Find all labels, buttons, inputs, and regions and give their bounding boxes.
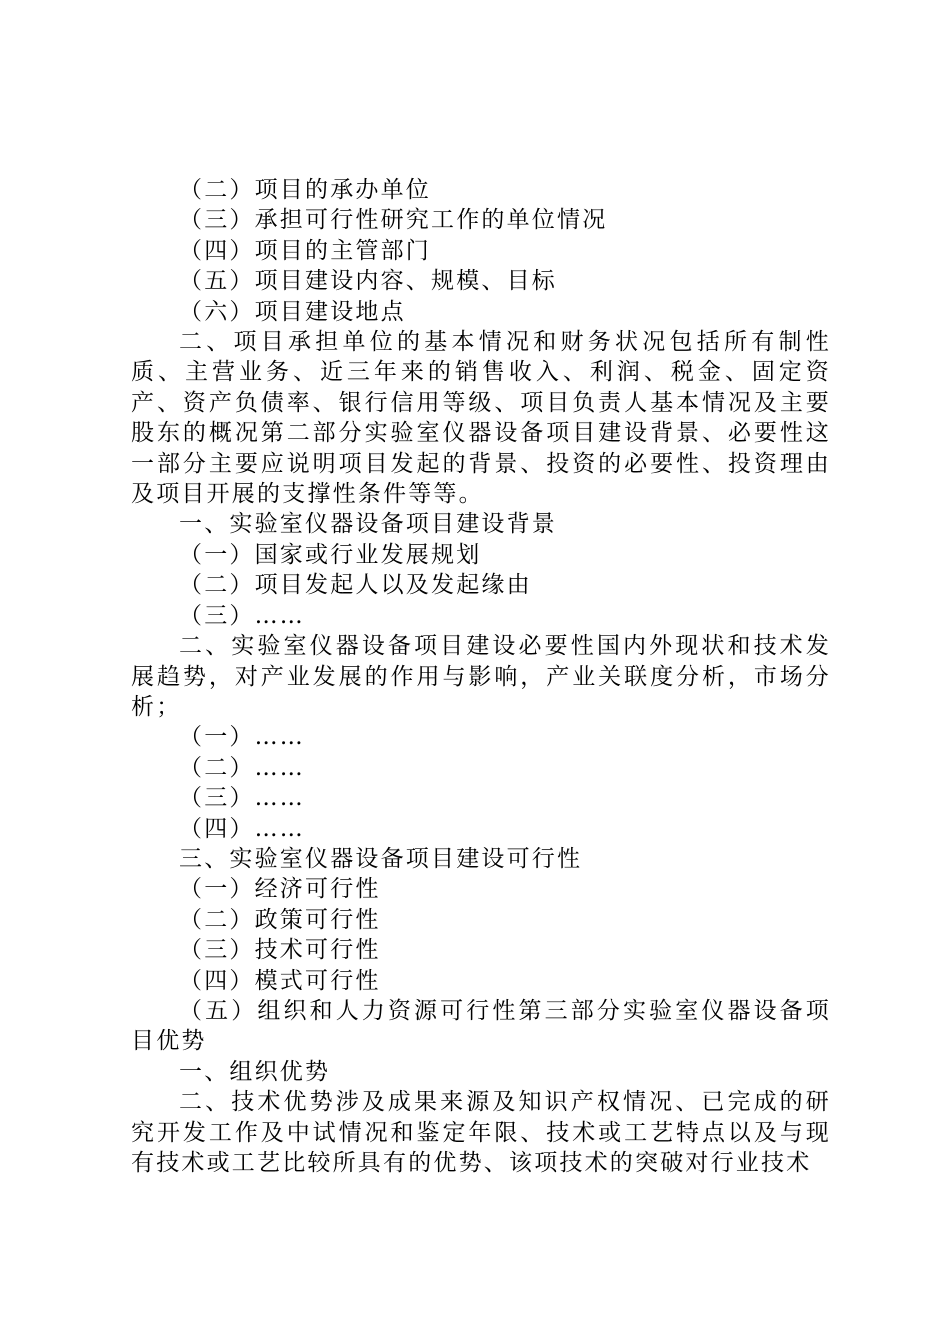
paragraph: （二）项目的承办单位 [179, 177, 431, 203]
section-heading: 三、实验室仪器设备项目建设可行性 [179, 845, 583, 872]
paragraph: （六）项目建设地点 [179, 298, 406, 325]
document-body [131, 175, 831, 1178]
paragraph: （二）项目发起人以及发起缘由 [179, 572, 532, 599]
paragraph: （四）…… [179, 815, 305, 842]
section-heading: 一、组织优势 [179, 1058, 331, 1085]
paragraph: （一）经济可行性 [179, 876, 381, 903]
paragraph: 二、实验室仪器设备项目建设必要性国内外现状和技术发展趋势，对产业发展的作用与影响，产业关联度分析，市场分析； [131, 633, 831, 720]
paragraph: 二、技术优势涉及成果来源及知识产权情况、已完成的研究开发工作及中试情况和鉴定年限、技术或工艺特点以及与现有技术或工艺比较所具有的优势、该项技术的突破对行业技术 [131, 1089, 831, 1176]
paragraph: （三）…… [179, 785, 305, 812]
paragraph: （四）模式可行性 [179, 967, 381, 994]
paragraph: （四）项目的主管部门 [179, 237, 431, 264]
paragraph: （二）…… [179, 754, 305, 781]
paragraph: （二）政策可行性 [179, 906, 381, 933]
paragraph: （三）…… [179, 602, 305, 629]
paragraph: 二、项目承担单位的基本情况和财务状况包括所有制性质、主营业务、近三年来的销售收入、利润、税金、固定资产、资产负债率、银行信用等级、项目负责人基本情况及主要股东的概况第二部分实验室仪器设备项目建设背景、必要性这一部分主要应说明项目发起的背景、投资的必要性、投资理由及项目开展的支撑性条件等等。 [131, 329, 831, 508]
paragraph: （三）承担可行性研究工作的单位情况 [179, 207, 608, 234]
paragraph: （一）…… [179, 724, 305, 751]
paragraph: （一）国家或行业发展规划 [179, 541, 482, 568]
section-heading: 一、实验室仪器设备项目建设背景 [179, 511, 557, 538]
paragraph: （三）技术可行性 [179, 937, 381, 964]
paragraph: （五）项目建设内容、规模、目标 [179, 268, 557, 295]
paragraph: （五）组织和人力资源可行性第三部分实验室仪器设备项目优势 [131, 997, 831, 1055]
